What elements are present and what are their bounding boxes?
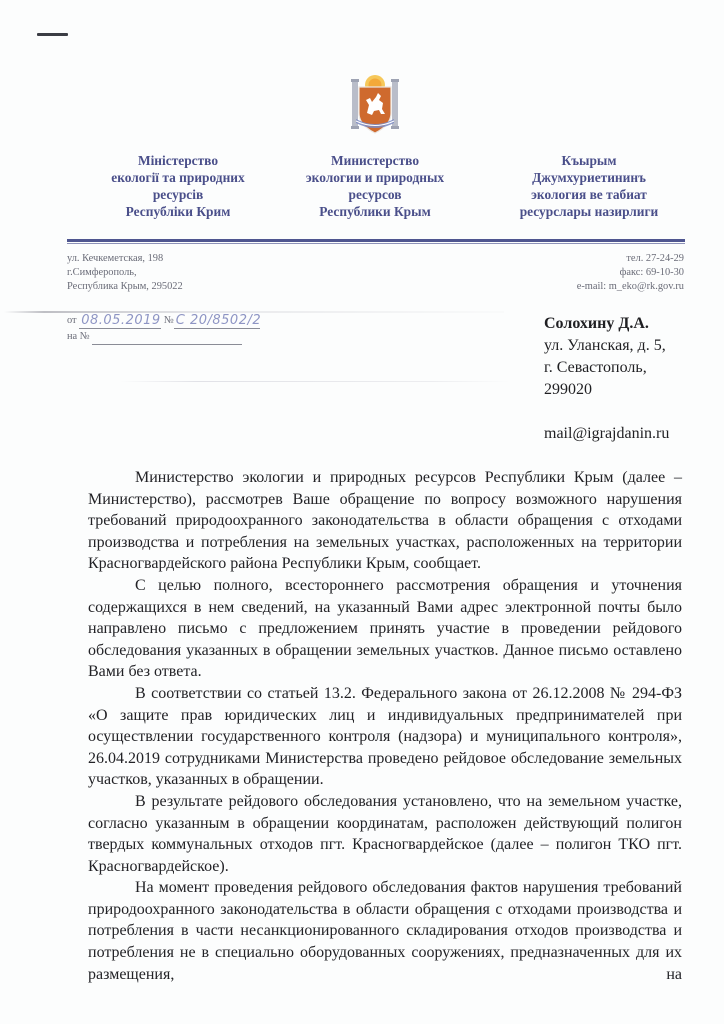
number-field [174,314,260,329]
org-name-line: ресурслары назирлиги [519,204,659,219]
scan-artifact [120,381,510,382]
org-name-line: Къырым [561,153,617,168]
org-name-line: экологии и природных [305,170,445,185]
letterhead-divider [67,239,685,245]
org-name-line: экология ве табиат [531,187,647,202]
handwritten-number: С 20/8502/2 [175,313,262,328]
letter-body [88,467,682,985]
reply-number-field [92,330,242,345]
org-name-line: екології та природних [111,170,245,185]
org-name-line: Республіки Крим [125,204,231,219]
from-label: от [67,315,77,326]
org-name-line: Джумхуриетининъ [532,170,646,185]
registration-block [67,313,260,345]
org-name-crimean-tatar [494,152,684,220]
sender-contacts [577,252,684,294]
body-paragraph: На момент проведения рейдового обследования фактов нарушения требований природоохранного законодательства в области обращения с отходами производства и потребления в части несанкционированного складирования отходов производства и потребления не в специально оборудованных сооружениях, предназначенных для их размещения, на [88,879,682,983]
number-label: № [163,315,174,326]
org-name-line: ресурсів [152,187,204,202]
crimea-coat-of-arms-icon [350,73,400,135]
recipient-email: mail@igrajdanin.ru [544,425,670,442]
address-line: ул. Кечкеметская, 198 [67,253,164,264]
email: e-mail: m_eko@rk.gov.ru [576,281,684,292]
handwritten-date: 08.05.2019 [81,313,161,328]
reply-reference [67,329,260,345]
recipient-address-line: 299020 [544,381,592,398]
org-name-ukrainian [83,152,273,220]
body-paragraph: В соответствии со статьей 13.2. Федерального закона от 26.12.2008 № 294-ФЗ «О защите прав юридических лиц и индивидуальных предпринимателей при осуществлении государственного контроля (надзора) и муниципального контроля», 26.04.2019 сотрудниками Министерства проведено рейдовое обследование земельных участков, указанных в обращении. [88,684,682,789]
body-paragraph: Министерство экологии и природных ресурсов Республики Крым (далее – Министерство), рассмотрев Ваше обращение по вопросу возможного нарушения требований природоохранного законодательства в области обращения с отходами производства и потребления на земельных участках, расположенных на территории Красногвардейского района Республики Крым, сообщает. [88,469,682,573]
reply-label: на № [67,331,90,342]
org-name-russian [283,152,467,220]
body-paragraph: С целью полного, всестороннего рассмотрения обращения и уточнения содержащихся в нем сведений, на указанный Вами адрес электронной почты было направлено письмо с предложением принять участие в проведении рейдового обследования указанных в обращении земельных участков. Данное письмо оставлено Вами без ответа. [88,576,682,681]
outgoing-reference [67,313,260,329]
fax: факс: 69-10-30 [619,267,684,278]
scan-corner-mark [37,33,68,36]
address-line: г.Симферополь, [67,267,137,278]
date-field [79,314,161,329]
address-line: Республика Крым, 295022 [67,281,183,292]
sender-address [67,252,183,294]
org-name-line: Республики Крым [319,204,431,219]
org-name-line: Міністерство [137,153,219,168]
org-name-line: Министерство [330,153,420,168]
recipient-address-line: г. Севастополь, [544,359,647,376]
recipient-name: Солохину Д.А. [544,315,649,332]
recipient-address-line: ул. Уланская, д. 5, [544,337,666,354]
org-name-line: ресурсов [348,187,402,202]
phone: тел. 27-24-29 [626,253,684,264]
body-paragraph: В результате рейдового обследования установлено, что на земельном участке, согласно указанным в обращении координатам, расположен действующий полигон твердых коммунальных отходов пгт. Красногвардейское (далее – полигон ТКО пгт. Красногвардейское). [88,792,682,875]
recipient-block [544,313,669,445]
